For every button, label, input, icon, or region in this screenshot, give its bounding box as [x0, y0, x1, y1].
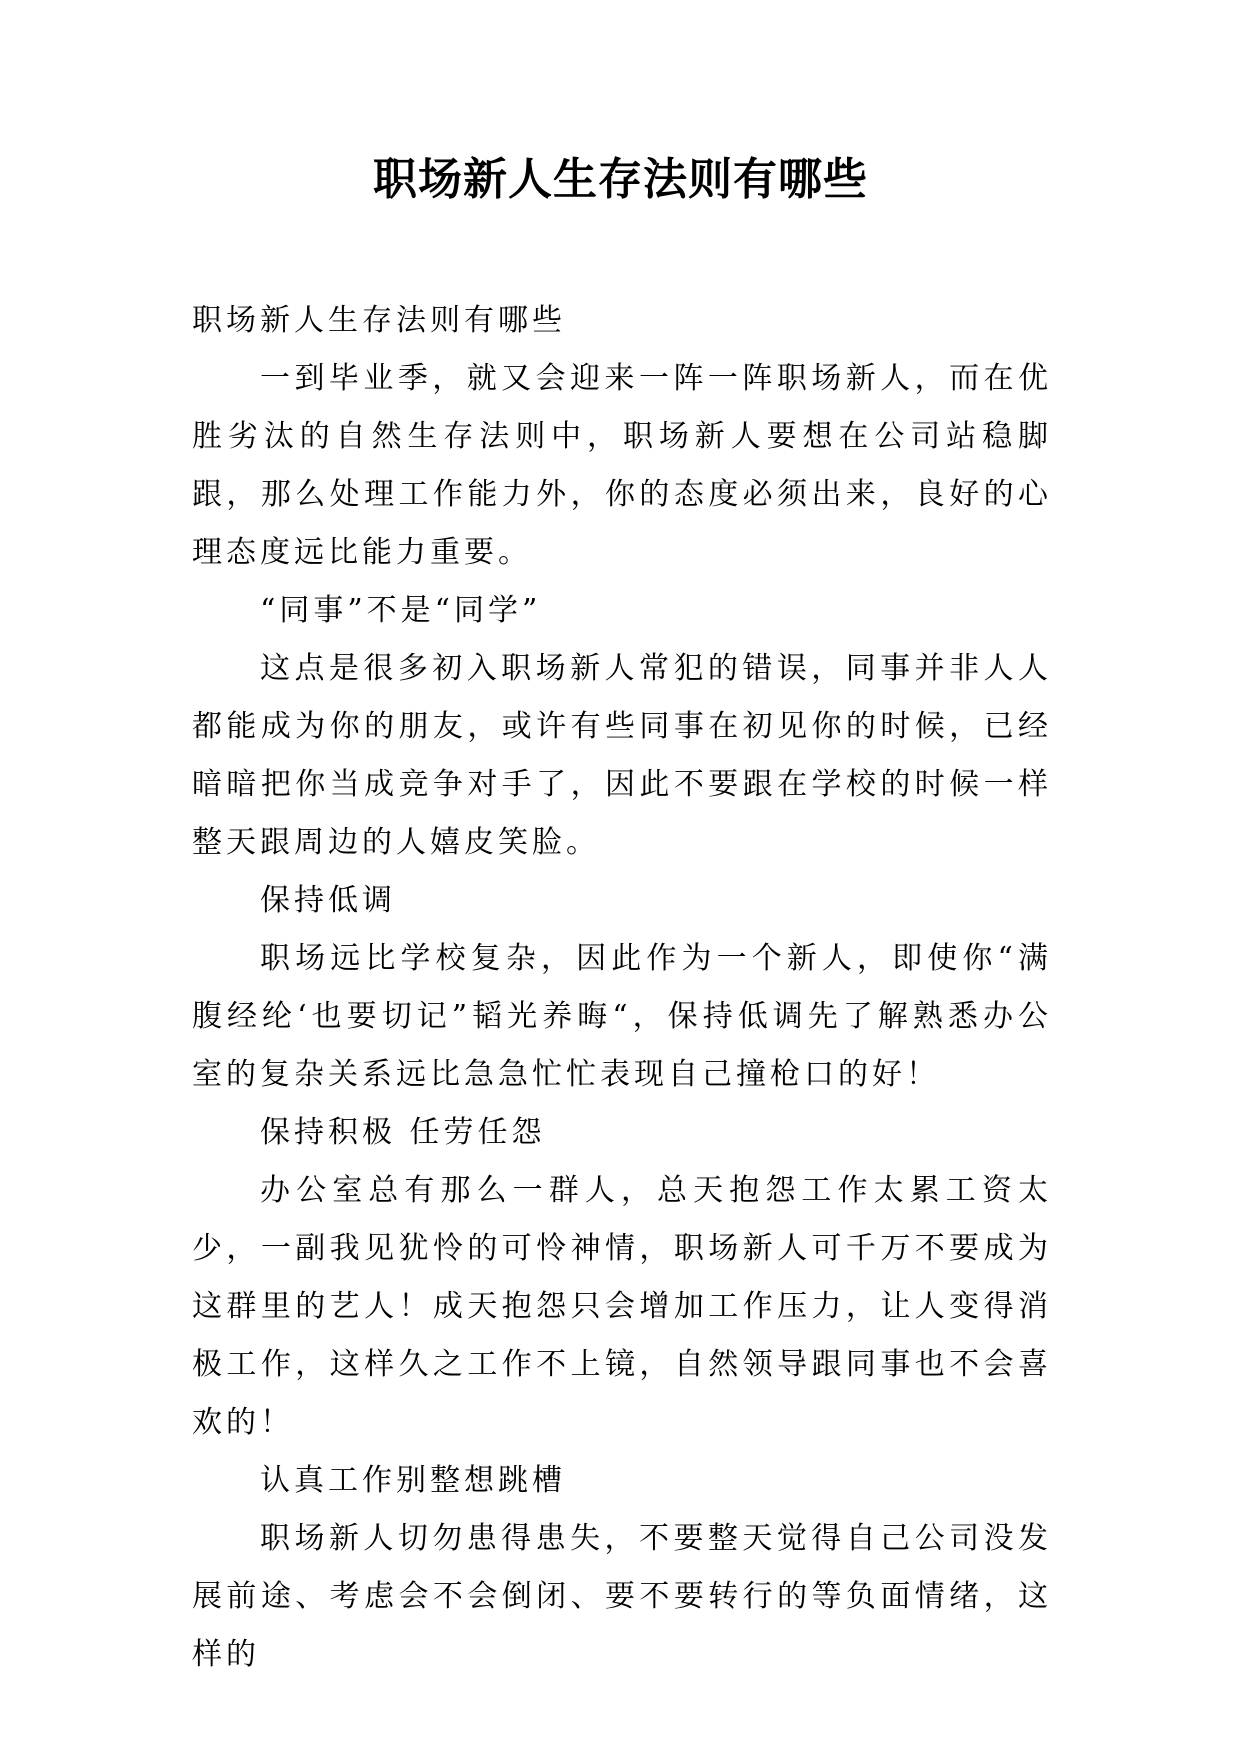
paragraph: 这点是很多初入职场新人常犯的错误，同事并非人人都能成为你的朋友，或许有些同事在初见你的时候，已经暗暗把你当成竞争对手了，因此不要跟在学校的时候一样整天跟周边的人嬉皮笑脸。 — [192, 651, 1052, 860]
paragraph: 职场远比学校复杂，因此作为一个新人，即使你“满腹经纶‘也要切记”韬光养晦“，保持低调先了解熟悉办公室的复杂关系远比急急忙忙表现自己撞枪口的好！ — [192, 941, 1052, 1092]
document-title: 职场新人生存法则有哪些 — [373, 154, 868, 205]
paragraph: 一到毕业季，就又会迎来一阵一阵职场新人，而在优胜劣汰的自然生存法则中，职场新人要想在公司站稳脚跟，那么处理工作能力外，你的态度必须出来，良好的心理态度远比能力重要。 — [192, 361, 1052, 570]
section-heading: 保持低调 — [260, 883, 396, 918]
section-heading: 保持积极 任劳任怨 — [260, 1115, 546, 1150]
paragraph: 职场新人切勿患得患失，不要整天觉得自己公司没发展前途、考虑会不会倒闭、要不要转行的等负面情绪，这样的 — [192, 1521, 1052, 1672]
paragraph-heading: 职场新人生存法则有哪些 — [192, 303, 566, 338]
section-heading: 认真工作别整想跳槽 — [260, 1463, 566, 1498]
document-body — [192, 292, 1052, 1684]
paragraph: 办公室总有那么一群人，总天抱怨工作太累工资太少，一副我见犹怜的可怜神情，职场新人可千万不要成为这群里的艺人！成天抱怨只会增加工作压力，让人变得消极工作，这样久之工作不上镜，自然领导跟同事也不会喜欢的！ — [192, 1173, 1052, 1440]
section-heading: “同事”不是“同学” — [260, 593, 542, 628]
